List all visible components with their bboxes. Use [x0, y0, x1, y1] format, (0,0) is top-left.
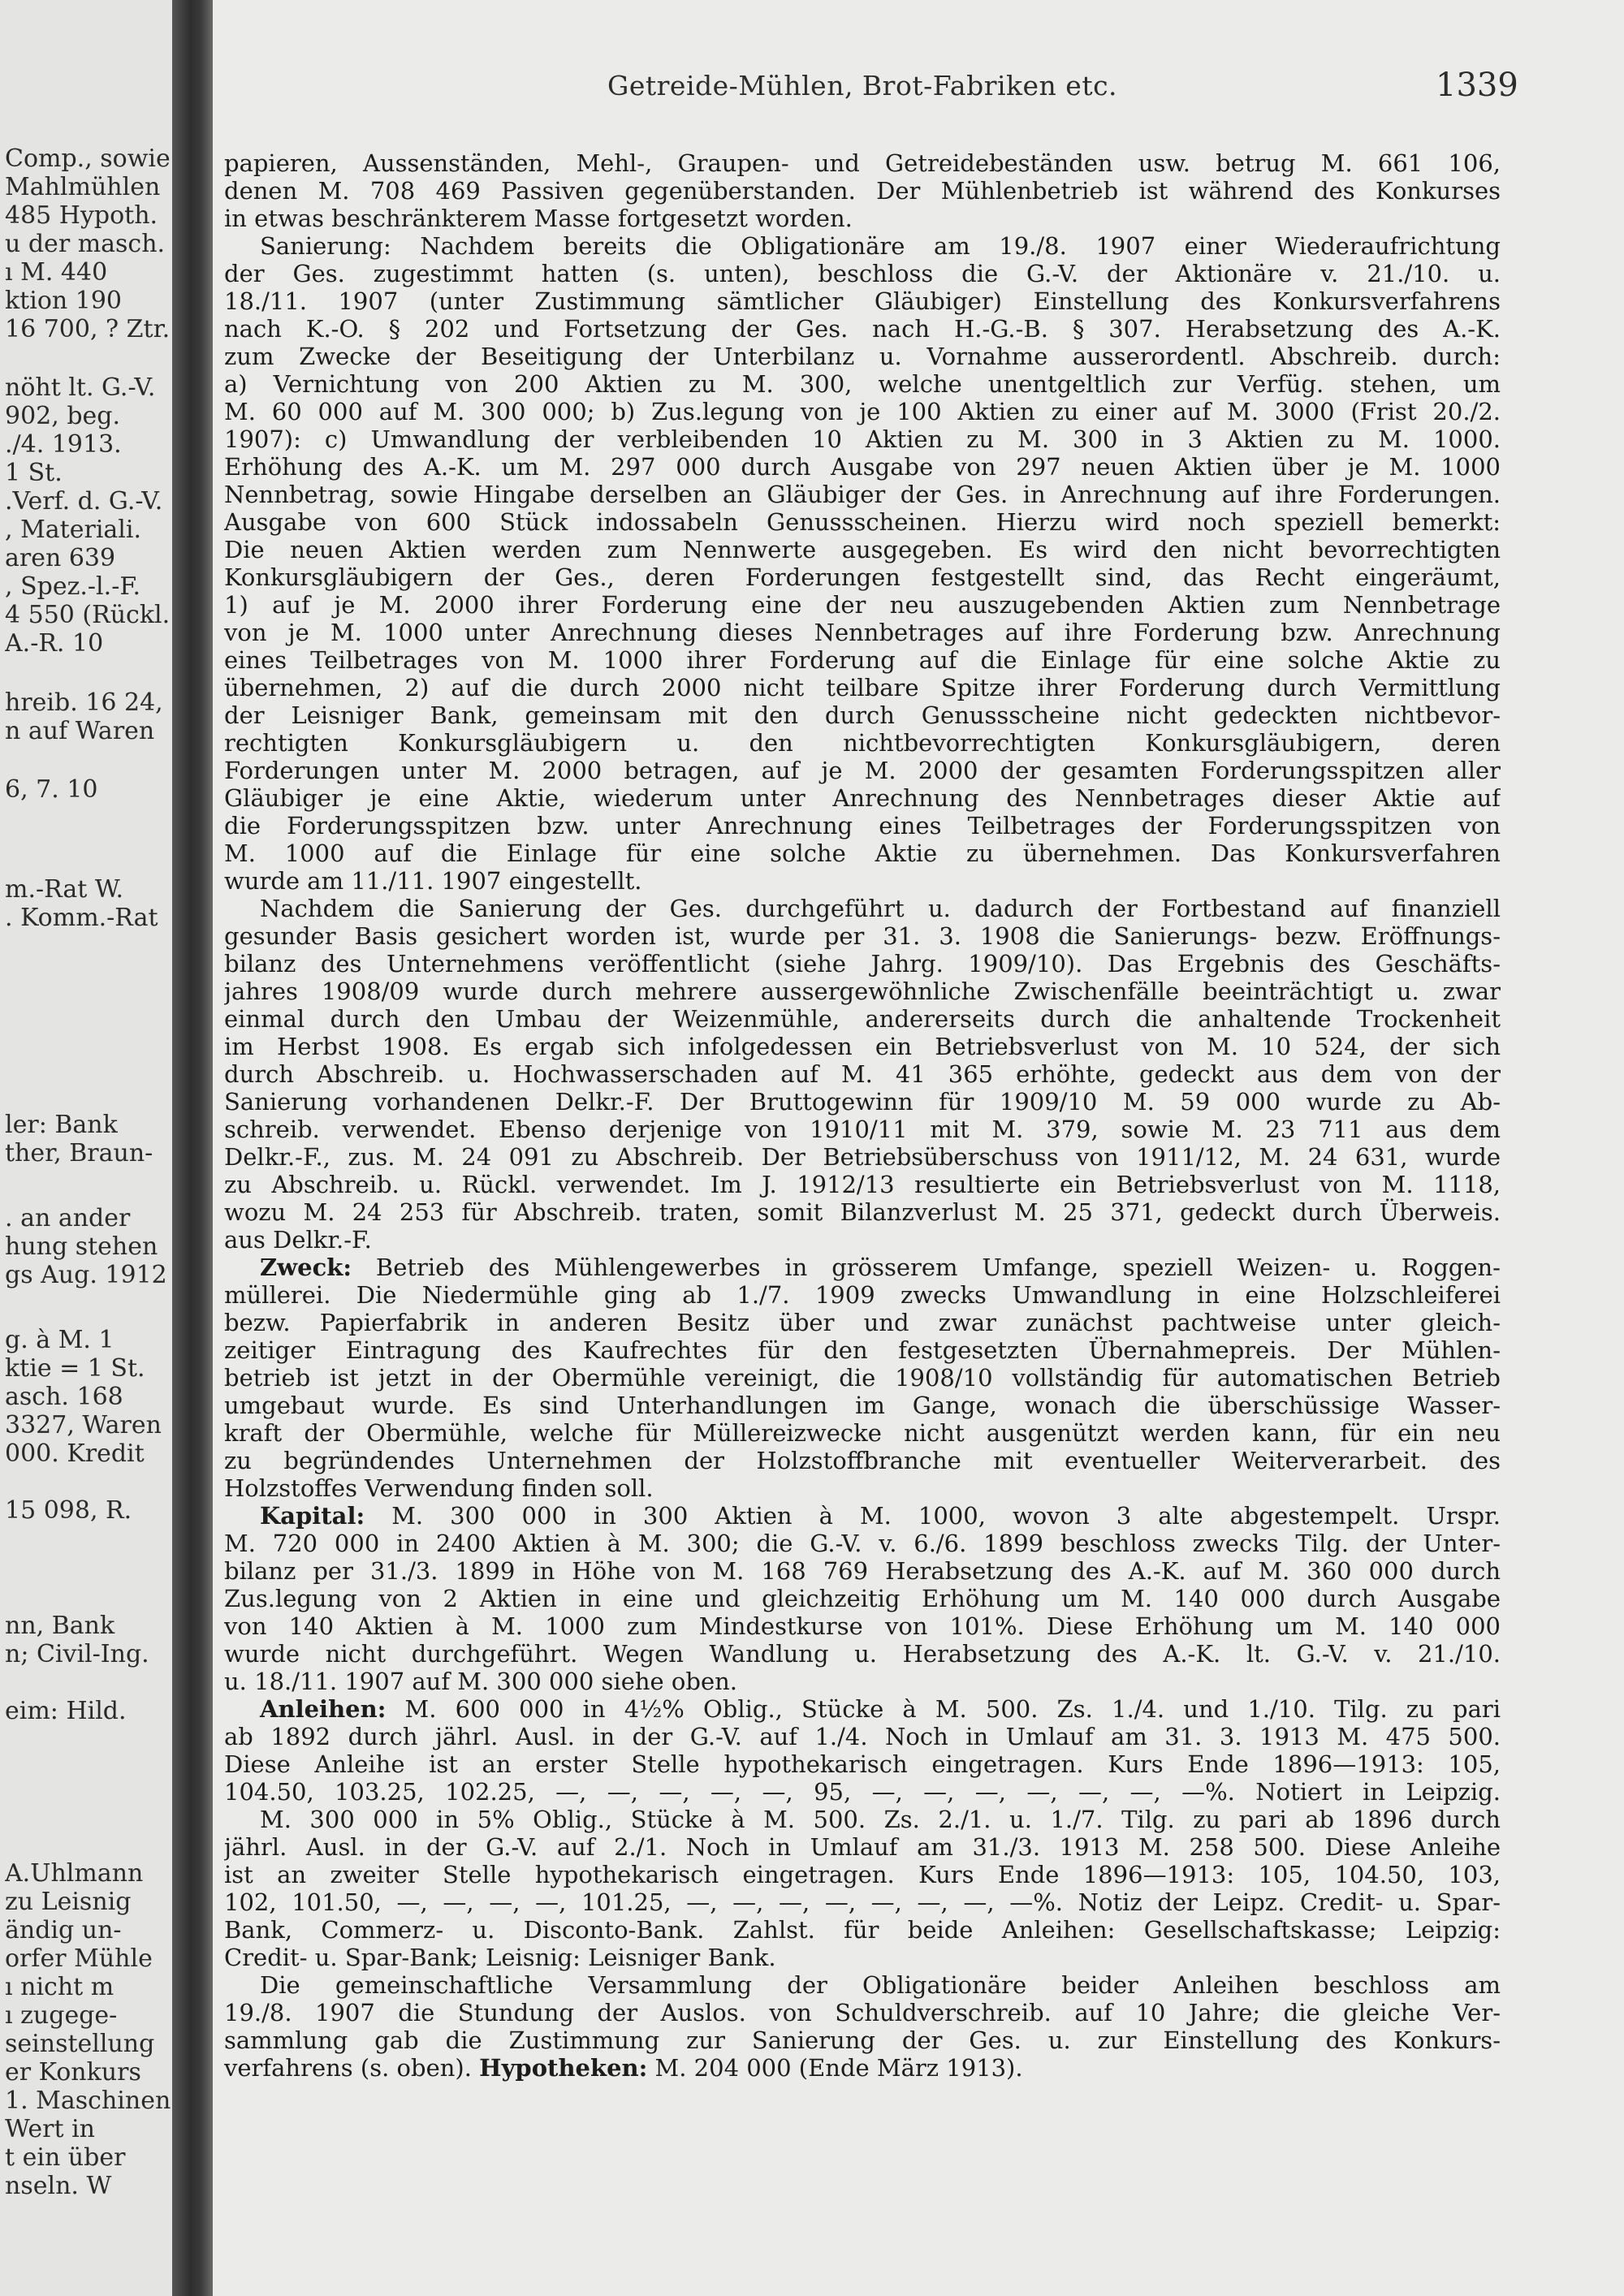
text-line [224, 2054, 1501, 2082]
line-text: ist an zweiter Stelle hypothekarisch eingetragen. Kurs Ende 1896—1913: 105, 104.50, 103, [224, 1861, 1501, 1888]
text-line [224, 1723, 1501, 1750]
line-text: Nachdem die Sanierung der Ges. durchgeführt u. dadurch der Fortbestand auf finanziell [260, 895, 1501, 922]
text-line [224, 1392, 1501, 1419]
text-line [224, 1971, 1501, 1999]
line-text: M. 720 000 in 2400 Aktien à M. 300; die G.-V. v. 6./6. 1899 beschloss zwecks Tilg. der Unter- [224, 1530, 1501, 1557]
text-line [224, 563, 1501, 591]
text-line [224, 287, 1501, 315]
left-page-line: , Materiali. [5, 516, 142, 544]
line-text: 19./8. 1907 die Stundung der Auslos. von Schuldverschreib. auf 10 Jahre; die gleiche Ver- [224, 1999, 1501, 2026]
text-line [224, 536, 1501, 563]
text-line [224, 1502, 1501, 1530]
line-text: im Herbst 1908. Es ergab sich infolgedessen ein Betriebsverlust von M. 10 524, der sich [224, 1033, 1501, 1060]
line-text: Delkr.-F., zus. M. 24 091 zu Abschreib. Der Betriebsüberschuss von 1911/12, M. 24 631, wurde [224, 1143, 1501, 1171]
left-page-line: nn, Bank [5, 1612, 115, 1640]
line-text: M. 300 000 in 5% Oblig., Stücke à M. 500. Zs. 2./1. u. 1./7. Tilg. zu pari ab 1896 durch [260, 1806, 1501, 1833]
left-page-line: aren 639 [5, 544, 116, 572]
line-text: a) Vernichtung von 200 Aktien zu M. 300, welche unentgeltlich zur Verfüg. stehen, um [224, 370, 1501, 398]
left-page-line: ther, Braun- [5, 1139, 153, 1167]
line-text: Credit- u. Spar-Bank; Leisnig: Leisniger Bank. [224, 1944, 776, 1971]
section-label: Hypotheken: [479, 2054, 648, 2082]
text-line [224, 1364, 1501, 1392]
line-text: Konkursgläubigern der Ges., deren Forderungen festgestellt sind, das Recht eingeräumt, [224, 563, 1501, 591]
left-page-line: m.-Rat W. [5, 875, 124, 904]
book-gutter [172, 0, 213, 2296]
line-text: übernehmen, 2) auf die durch 2000 nicht teilbare Spitze ihrer Forderung durch Vermittlung [224, 674, 1501, 701]
line-text: durch Abschreib. u. Hochwasserschaden auf M. 41 365 erhöhte, gedeckt aus dem von der [224, 1060, 1501, 1088]
line-text: von je M. 1000 unter Anrechnung dieses Nennbetrages auf ihre Forderung bzw. Anrechnung [224, 619, 1501, 646]
text-line [224, 1033, 1501, 1060]
text-line [224, 1116, 1501, 1143]
line-text: jahres 1908/09 wurde durch mehrere aussergewöhnliche Zwischenfälle beeinträchtigt u. zwar [224, 978, 1501, 1005]
line-text: eines Teilbetrages von M. 1000 ihrer Forderung auf die Einlage für eine solche Aktie zu [224, 646, 1501, 674]
line-text: Die gemeinschaftliche Versammlung der Obligationäre beider Anleihen beschloss am [260, 1971, 1501, 1999]
line-text: M. 60 000 auf M. 300 000; b) Zus.legung von je 100 Aktien zu einer auf M. 3000 (Frist 20./2. [224, 398, 1501, 425]
line-text: schreib. verwendet. Ebenso derjenige von 1910/11 mit M. 379, sowie M. 23 711 aus dem [224, 1116, 1501, 1143]
line-text: papieren, Aussenständen, Mehl-, Graupen- und Getreidebeständen usw. betrug M. 661 106, [224, 149, 1501, 177]
line-text: in etwas beschränkterem Masse fortgesetzt worden. [224, 205, 853, 232]
line-text: gesunder Basis gesichert worden ist, wurde per 31. 3. 1908 die Sanierungs- bezw. Eröffnungs- [224, 922, 1501, 950]
left-page-fragment [0, 0, 172, 2296]
left-page-line: hreib. 16 24, [5, 688, 163, 717]
line-text: der Leisniger Bank, gemeinsam mit den durch Genussscheine nicht gedeckten nichtbevor- [224, 701, 1501, 729]
text-line [224, 1171, 1501, 1198]
line-text: betrieb ist jetzt in der Obermühle vereinigt, die 1908/10 vollständig für automatischen Betrieb [224, 1364, 1501, 1392]
left-page-line: asch. 168 [5, 1383, 123, 1411]
line-text: aus Delkr.-F. [224, 1226, 372, 1254]
left-page-line: 16 700, ? Ztr. [5, 315, 171, 343]
text-line [224, 398, 1501, 425]
text-line [224, 315, 1501, 343]
line-text: bilanz des Unternehmens veröffentlicht (siehe Jahrg. 1909/10). Das Ergebnis des Geschäfts- [224, 950, 1501, 978]
text-line [224, 674, 1501, 701]
running-title: Getreide-Mühlen, Brot-Fabriken etc. [607, 70, 1118, 101]
line-text: denen M. 708 469 Passiven gegenüberstanden. Der Mühlenbetrieb ist während des Konkurses [224, 177, 1501, 205]
text-line [224, 950, 1501, 978]
text-line [224, 1226, 1501, 1254]
left-page-line: , Spez.-l.-F. [5, 572, 141, 601]
left-page-line: 1. Maschinen [5, 2087, 171, 2115]
line-text: Sanierung: Nachdem bereits die Obligationäre am 19./8. 1907 einer Wiederaufrichtung [260, 232, 1501, 260]
line-text: wurde am 11./11. 1907 eingestellt. [224, 867, 642, 895]
section-label: Anleihen: [260, 1695, 387, 1723]
line-text: Die neuen Aktien werden zum Nennwerte ausgegeben. Es wird den nicht bevorrechtigten [224, 536, 1501, 563]
line-text: Nennbetrag, sowie Hingabe derselben an Gläubiger der Ges. in Anrechnung auf ihre Forderungen. [224, 481, 1501, 508]
text-line [224, 1806, 1501, 1833]
text-line [224, 1750, 1501, 1778]
text-line [224, 729, 1501, 757]
line-text: der Ges. zugestimmt hatten (s. unten), beschloss die G.-V. der Aktionäre v. 21./10. u. [224, 260, 1501, 287]
line-text: umgebaut wurde. Es sind Unterhandlungen im Gange, wonach die überschüssige Wasser- [224, 1392, 1501, 1419]
page-number: 1339 [1436, 67, 1518, 104]
line-text: wozu M. 24 253 für Abschreib. traten, somit Bilanzverlust M. 25 371, gedeckt durch Überweis. [224, 1198, 1501, 1226]
left-page-line: 15 098, R. [5, 1496, 132, 1525]
text-line [224, 1005, 1501, 1033]
section-label: Kapital: [260, 1502, 365, 1530]
body-text [224, 149, 1501, 2082]
line-text: jährl. Ausl. in der G.-V. auf 2./1. Noch in Umlauf am 31./3. 1913 M. 258 500. Diese Anleihe [224, 1833, 1501, 1861]
text-line [224, 1336, 1501, 1364]
left-page-line: zu Leisnig [5, 1888, 132, 1916]
text-line [224, 895, 1501, 922]
left-page-line: 6, 7. 10 [5, 775, 98, 804]
left-page-line: nseln. W [5, 2172, 112, 2200]
line-text: Holzstoffes Verwendung finden soll. [224, 1474, 654, 1502]
left-page-line: Mahlmühlen [5, 173, 161, 201]
line-text: zu begründendes Unternehmen der Holzstoffbranche mit eventueller Weiterverarbeit. des [224, 1447, 1501, 1474]
line-text: Bank, Commerz- u. Disconto-Bank. Zahlst. für beide Anleihen: Gesellschaftskasse; Leipzig: [224, 1916, 1501, 1944]
left-page-line: ./4. 1913. [5, 430, 122, 459]
text-line [224, 1585, 1501, 1612]
left-page-line: 485 Hypoth. [5, 201, 158, 230]
text-line [224, 1474, 1501, 1502]
text-line [224, 1640, 1501, 1668]
left-page-line: hung stehen [5, 1232, 158, 1261]
text-line [224, 1833, 1501, 1861]
text-line [224, 1999, 1501, 2026]
left-page-line: . an ander [5, 1204, 131, 1232]
line-text: M. 600 000 in 4½% Oblig., Stücke à M. 500. Zs. 1./4. und 1./10. Tilg. zu pari [386, 1695, 1501, 1723]
text-line [224, 232, 1501, 260]
page [213, 0, 1624, 2296]
text-line [224, 1888, 1501, 1916]
left-page-line: . Komm.-Rat [5, 904, 158, 932]
line-text: 18./11. 1907 (unter Zustimmung sämtlicher Gläubiger) Einstellung des Konkursverfahrens [224, 287, 1501, 315]
line-text: bilanz per 31./3. 1899 in Höhe von M. 168 769 Herabsetzung des A.-K. auf M. 360 000 durch [224, 1557, 1501, 1585]
left-page-line: g. à M. 1 [5, 1326, 114, 1354]
line-text: M. 1000 auf die Einlage für eine solche Aktie zu übernehmen. Das Konkursverfahren [224, 839, 1501, 867]
left-page-line: ler: Bank [5, 1111, 118, 1139]
left-page-line: er Konkurs [5, 2058, 141, 2087]
text-line [224, 149, 1501, 177]
line-text: rechtigten Konkursgläubigern u. den nichtbevorrechtigten Konkursgläubigern, deren [224, 729, 1501, 757]
left-page-line: u der masch. [5, 230, 166, 258]
line-text: zu Abschreib. u. Rückl. verwendet. Im J. 1912/13 resultierte ein Betriebsverlust von M. 1118, [224, 1171, 1501, 1198]
text-line [224, 839, 1501, 867]
line-text: sammlung gab die Zustimmung zur Sanierung der Ges. u. zur Einstellung des Konkurs- [224, 2026, 1501, 2054]
text-line [224, 1778, 1501, 1806]
text-line [224, 922, 1501, 950]
text-line [224, 481, 1501, 508]
line-text: 1) auf je M. 2000 ihrer Forderung eine der neu auszugebenden Aktien zum Nennbetrage [224, 591, 1501, 619]
text-line [224, 867, 1501, 895]
line-text: 1907): c) Umwandlung der verbleibenden 10 Aktien zu M. 300 in 3 Aktien zu M. 1000. [224, 425, 1501, 453]
text-line [224, 205, 1501, 232]
left-page-line: nöht lt. G.-V. [5, 373, 156, 402]
text-line [224, 1695, 1501, 1723]
line-text: Forderungen unter M. 2000 betragen, auf je M. 2000 der gesamten Forderungsspitzen aller [224, 757, 1501, 784]
text-line [224, 978, 1501, 1005]
line-text: Zus.legung von 2 Aktien in eine und gleichzeitig Erhöhung um M. 140 000 durch Ausgabe [224, 1585, 1501, 1612]
text-line [224, 1143, 1501, 1171]
left-page-line: 902, beg. [5, 402, 121, 430]
line-text: nach K.-O. § 202 und Fortsetzung der Ges. nach H.-G.-B. § 307. Herabsetzung des A.-K. [224, 315, 1501, 343]
left-page-line: 1 St. [5, 459, 63, 487]
left-page-line: Wert in [5, 2115, 95, 2143]
left-page-line: seinstellung [5, 2030, 155, 2058]
section-label: Zweck: [260, 1254, 352, 1281]
line-text: wurde nicht durchgeführt. Wegen Wandlung u. Herabsetzung des A.-K. lt. G.-V. v. 21./10. [224, 1640, 1501, 1668]
line-text: ab 1892 durch jährl. Ausl. in der G.-V. auf 1./4. Noch in Umlauf am 31. 3. 1913 M. 475 500. [224, 1723, 1501, 1750]
left-page-line: n; Civil-Ing. [5, 1640, 149, 1668]
line-text: Sanierung vorhandenen Delkr.-F. Der Bruttogewinn für 1909/10 M. 59 000 wurde zu Ab- [224, 1088, 1501, 1116]
line-text: bezw. Papierfabrik in anderen Besitz über und zwar zunächst pachtweise unter gleich- [224, 1309, 1501, 1336]
left-page-line: ändig un- [5, 1916, 122, 1944]
line-text: Betrieb des Mühlengewerbes in grösserem Umfange, speziell Weizen- u. Roggen- [352, 1254, 1501, 1281]
line-text: u. 18./11. 1907 auf M. 300 000 siehe oben. [224, 1668, 738, 1695]
text-line [224, 1447, 1501, 1474]
left-page-line: .Verf. d. G.-V. [5, 487, 163, 516]
left-page-line: orfer Mühle [5, 1944, 153, 1973]
line-text: Diese Anleihe ist an erster Stelle hypothekarisch eingetragen. Kurs Ende 1896—1913: 105, [224, 1750, 1501, 1778]
text-line [224, 619, 1501, 646]
text-line [224, 343, 1501, 370]
line-text: müllerei. Die Niedermühle ging ab 1./7. 1909 zwecks Umwandlung in eine Holzschleiferei [224, 1281, 1501, 1309]
left-page-line: ı zugege- [5, 2001, 118, 2030]
text-line [224, 591, 1501, 619]
left-page-line: Comp., sowie [5, 145, 171, 173]
line-text: Erhöhung des A.-K. um M. 297 000 durch Ausgabe von 297 neuen Aktien über je M. 1000 [224, 453, 1501, 481]
text-line [224, 1668, 1501, 1695]
line-text: Gläubiger je eine Aktie, wiederum unter Anrechnung des Nennbetrages dieser Aktie auf [224, 784, 1501, 812]
left-page-line: 3327, Waren [5, 1411, 162, 1439]
text-line [224, 1916, 1501, 1944]
text-line [224, 1557, 1501, 1585]
line-text: M. 204 000 (Ende März 1913). [647, 2054, 1023, 2082]
text-line [224, 1281, 1501, 1309]
text-line [224, 453, 1501, 481]
text-line [224, 784, 1501, 812]
line-text: M. 300 000 in 300 Aktien à M. 1000, wovon 3 alte abgestempelt. Urspr. [365, 1502, 1501, 1530]
line-text: 102, 101.50, —, —, —, —, 101.25, —, —, —, —, —, —, —, —%. Notiz der Leipz. Credit- u. Spar- [224, 1888, 1501, 1916]
text-line [224, 812, 1501, 839]
line-text: verfahrens (s. oben). [224, 2054, 480, 2082]
line-text: zum Zwecke der Beseitigung der Unterbilanz u. Vornahme ausserordentl. Abschreib. durch: [224, 343, 1501, 370]
text-line [224, 1198, 1501, 1226]
line-text: kraft der Obermühle, welche für Müllereizwecke nicht ausgenützt werden kann, für ein neu [224, 1419, 1501, 1447]
line-text: zeitiger Eintragung des Kaufrechtes für den festgesetzten Übernahmepreis. Der Mühlen- [224, 1336, 1501, 1364]
text-line [224, 646, 1501, 674]
left-page-line: t ein über [5, 2143, 126, 2172]
left-page-line: ktion 190 [5, 287, 123, 315]
line-text: einmal durch den Umbau der Weizenmühle, andererseits durch die anhaltende Trockenheit [224, 1005, 1501, 1033]
left-page-line: n auf Waren [5, 717, 155, 745]
left-page-line: ı M. 440 [5, 258, 108, 287]
text-line [224, 1419, 1501, 1447]
text-line [224, 1254, 1501, 1281]
text-line [224, 177, 1501, 205]
left-page-line: 4 550 (Rückl. [5, 601, 171, 629]
text-line [224, 1612, 1501, 1640]
left-page-line: A.-R. 10 [5, 629, 104, 658]
left-page-line: ktie = 1 St. [5, 1354, 145, 1383]
text-line [224, 757, 1501, 784]
text-line [224, 370, 1501, 398]
line-text: die Forderungsspitzen bzw. unter Anrechnung eines Teilbetrages der Forderungsspitzen von [224, 812, 1501, 839]
line-text: 104.50, 103.25, 102.25, —, —, —, —, —, 95, —, —, —, —, —, —, —%. Notiert in Leipzig. [224, 1778, 1501, 1806]
text-line [224, 701, 1501, 729]
text-line [224, 2026, 1501, 2054]
text-line [224, 1944, 1501, 1971]
left-page-line: eim: Hild. [5, 1697, 127, 1725]
text-line [224, 260, 1501, 287]
line-text: Ausgabe von 600 Stück indossabeln Genussscheinen. Hierzu wird noch speziell bemerkt: [224, 508, 1501, 536]
text-line [224, 508, 1501, 536]
text-line [224, 1060, 1501, 1088]
text-line [224, 1861, 1501, 1888]
text-line [224, 1088, 1501, 1116]
line-text: von 140 Aktien à M. 1000 zum Mindestkurse von 101%. Diese Erhöhung um M. 140 000 [224, 1612, 1501, 1640]
left-page-line: A.Uhlmann [5, 1859, 144, 1888]
left-page-line: ı nicht m [5, 1973, 114, 2001]
text-line [224, 425, 1501, 453]
text-line [224, 1309, 1501, 1336]
left-page-line: 000. Kredit [5, 1439, 145, 1468]
left-page-line: gs Aug. 1912 [5, 1261, 167, 1289]
text-line [224, 1530, 1501, 1557]
